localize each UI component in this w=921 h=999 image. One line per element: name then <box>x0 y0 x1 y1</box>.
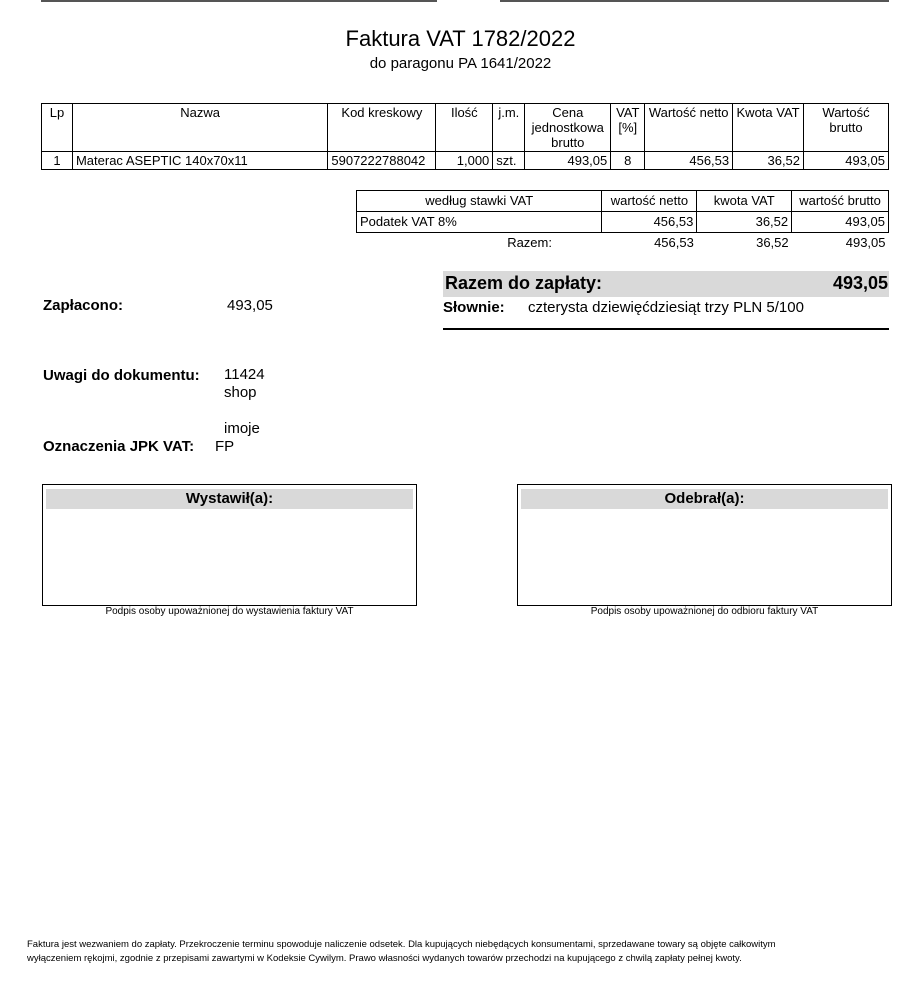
vat-col-gross: wartość brutto <box>792 191 889 212</box>
amount-in-words-value: czterysta dziewięćdziesiąt trzy PLN 5/100 <box>528 299 804 316</box>
total-due-label: Razem do zapłaty: <box>445 273 603 293</box>
top-divider-right <box>500 0 889 2</box>
col-lp: Lp <box>42 104 73 152</box>
notes-line <box>224 402 265 420</box>
issuer-signature-box <box>42 484 417 606</box>
totals-divider <box>443 328 889 330</box>
jpk-value: FP <box>215 438 235 455</box>
vat-sum-row <box>357 233 889 254</box>
col-price-line1: Cena <box>552 105 584 120</box>
col-gross <box>804 104 889 152</box>
col-vat-amount: Kwota VAT <box>733 104 804 152</box>
col-gross-line1: Wartość <box>822 105 870 120</box>
amount-in-words-label: Słownie: <box>443 299 505 316</box>
vat-cell-rate: Podatek VAT 8% <box>357 212 602 233</box>
issuer-signature-title: Wystawił(a): <box>46 489 413 509</box>
notes-label: Uwagi do dokumentu: <box>43 367 200 384</box>
table-row <box>42 152 889 170</box>
cell-gross: 493,05 <box>804 152 889 170</box>
cell-name: Materac ASEPTIC 140x70x11 <box>72 152 327 170</box>
vat-sum-net: 456,53 <box>654 235 694 250</box>
receiver-signature-box <box>517 484 892 606</box>
issuer-signature-caption: Podpis osoby upoważnionej do wystawienia faktury VAT <box>105 606 354 617</box>
invoice-title: Faktura VAT 1782/2022 <box>345 26 576 51</box>
cell-qty: 1,000 <box>436 152 493 170</box>
col-price-line3: brutto <box>551 135 585 150</box>
col-price <box>525 104 611 152</box>
notes-values <box>224 366 265 438</box>
receiver-signature-title: Odebrał(a): <box>521 489 888 509</box>
cell-net: 456,53 <box>645 152 733 170</box>
col-vat-rate <box>611 104 645 152</box>
vat-sum-label: Razem: <box>507 235 552 250</box>
items-table <box>41 103 889 170</box>
notes-line: shop <box>224 384 257 401</box>
footer-line: Faktura jest wezwaniem do zapłaty. Przekroczenie terminu spowoduje naliczenie odsetek. Dla kupujących niebędących konsumentami, sprzedawane towary są objęte całkowitym <box>27 939 776 950</box>
cell-vat-rate: 8 <box>611 152 645 170</box>
notes-line: imoje <box>224 420 260 437</box>
col-price-line2: jednostkowa <box>531 120 604 135</box>
col-vat-line1: VAT <box>616 105 640 120</box>
vat-summary-table <box>356 190 889 253</box>
col-barcode: Kod kreskowy <box>328 104 436 152</box>
vat-cell-vat: 36,52 <box>697 212 792 233</box>
cell-unit: szt. <box>493 152 525 170</box>
vat-header-row <box>357 191 889 212</box>
top-divider-left <box>41 0 437 2</box>
items-header-row <box>42 104 889 152</box>
vat-sum-gross: 493,05 <box>845 235 886 250</box>
cell-vat-amount: 36,52 <box>733 152 804 170</box>
cell-barcode: 5907222788042 <box>328 152 436 170</box>
col-vat-line2: [%] <box>618 120 638 135</box>
footer-line: wyłączeniem rękojmi, zgodnie z przepisami zawartymi w Kodeksie Cywilym. Prawo własności wydanych towarów przechodzi na kupującego z chwilą zapłaty pełnej kwoty. <box>27 953 742 964</box>
vat-cell-gross: 493,05 <box>792 212 889 233</box>
jpk-label: Oznaczenia JPK VAT: <box>43 438 195 455</box>
invoice-subtitle: do paragonu PA 1641/2022 <box>369 55 552 72</box>
vat-col-net: wartość netto <box>602 191 697 212</box>
vat-col-vat: kwota VAT <box>697 191 792 212</box>
notes-line: 11424 <box>224 366 265 383</box>
col-name: Nazwa <box>72 104 327 152</box>
footer-note <box>27 938 887 966</box>
col-net: Wartość netto <box>645 104 733 152</box>
col-gross-line2: brutto <box>829 120 863 135</box>
table-row <box>357 212 889 233</box>
cell-lp: 1 <box>42 152 73 170</box>
paid-label: Zapłacono: <box>43 297 124 314</box>
receiver-signature-caption: Podpis osoby upoważnionej do odbioru faktury VAT <box>590 606 819 617</box>
vat-col-rate: według stawki VAT <box>357 191 602 212</box>
col-qty: Ilość <box>436 104 493 152</box>
vat-cell-net: 456,53 <box>602 212 697 233</box>
col-unit: j.m. <box>493 104 525 152</box>
paid-value: 493,05 <box>227 297 273 314</box>
vat-sum-vat: 36,52 <box>756 235 789 250</box>
cell-price: 493,05 <box>525 152 611 170</box>
total-due-value: 493,05 <box>832 273 888 293</box>
